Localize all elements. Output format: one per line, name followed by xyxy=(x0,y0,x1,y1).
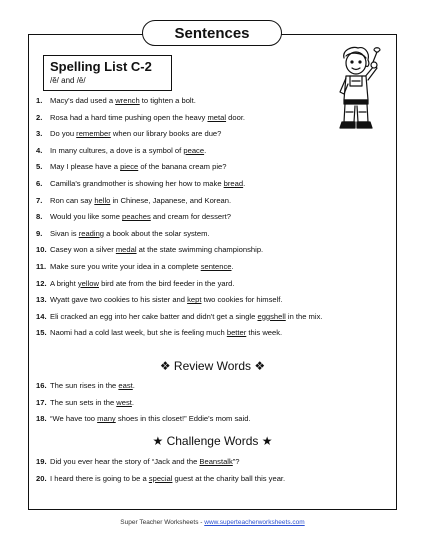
sentence-text xyxy=(50,295,283,312)
sentence-number: 9. xyxy=(36,228,43,238)
sentence-text xyxy=(50,279,234,296)
sentence-number: 8. xyxy=(36,212,43,222)
sentence-number: 11. xyxy=(36,261,47,271)
spelling-word: many xyxy=(97,414,116,424)
spelling-word: wrench xyxy=(115,96,140,105)
spelling-word: eggshell xyxy=(257,311,286,321)
spelling-word: hello xyxy=(94,195,111,205)
sentence-number: 7. xyxy=(36,195,43,205)
spelling-word: reading xyxy=(78,228,105,238)
sentence-text-start: May I please have a xyxy=(50,162,121,172)
footer-link[interactable]: www.superteacherworksheets.com xyxy=(204,519,305,526)
sentence-text-end: bird ate from the bird feeder in the yard. xyxy=(98,278,235,288)
sentence-text-end: to tighten a bolt. xyxy=(139,96,196,105)
sentence-item xyxy=(36,245,390,262)
sentence-text-start: Wyatt gave two cookies to his sister and xyxy=(50,295,188,305)
sentence-text-end: . xyxy=(243,178,246,188)
sentence-list xyxy=(36,96,390,345)
spelling-list-box xyxy=(43,55,172,91)
sentence-text-end: guest at the charity ball this year. xyxy=(172,473,286,483)
sentence-text-start: Rosa had a hard time pushing open the heavy xyxy=(50,112,208,122)
spelling-word: medal xyxy=(115,245,137,255)
sentence-text xyxy=(50,457,240,474)
challenge-words-heading: ★ Challenge Words ★ xyxy=(152,434,273,448)
sentence-text-end: this week. xyxy=(246,328,283,338)
sentence-text-start: The sun rises in the xyxy=(50,381,119,390)
sentence-text-start: Sivan is xyxy=(50,228,79,238)
spelling-word: piece xyxy=(120,162,139,172)
sentence-text xyxy=(50,146,206,163)
sentence-number: 18. xyxy=(36,414,47,424)
sentence-number: 6. xyxy=(36,178,43,188)
sentence-item xyxy=(36,162,390,179)
spelling-word: better xyxy=(226,328,247,338)
page-title: Sentences xyxy=(142,20,282,46)
sentence-text-start: Ron can say xyxy=(50,195,95,205)
footer xyxy=(0,519,425,526)
sentence-item xyxy=(36,179,390,196)
sentence-text-start: Eli cracked an egg into her cake batter and didn't get a single xyxy=(50,311,258,321)
sentence-number: 17. xyxy=(36,397,47,407)
sentence-text-start: Naomi had a cold last week, but she is feeling much xyxy=(50,328,227,338)
sentence-text-end: ”? xyxy=(232,457,240,466)
sentence-item xyxy=(36,381,390,398)
spelling-list-subtitle: /ĕ/ and /ē/ xyxy=(50,76,86,85)
sentence-text xyxy=(50,398,134,415)
sentence-text-end: when our library books are due? xyxy=(110,129,222,139)
sentence-number: 10. xyxy=(36,245,47,255)
sentence-number: 14. xyxy=(36,311,47,321)
sentence-text-end: shoes in this closet!” Eddie's mom said. xyxy=(115,414,251,424)
sentence-text-start: A bright xyxy=(50,278,78,288)
sentence-text xyxy=(50,129,221,146)
sentence-item xyxy=(36,312,390,329)
spelling-word: kept xyxy=(187,295,202,305)
sentence-text xyxy=(50,312,322,329)
sentence-item xyxy=(36,212,390,229)
sentence-text xyxy=(50,262,234,279)
sentence-item xyxy=(36,146,390,163)
sentence-text-start: Would you like some xyxy=(50,212,123,222)
sentence-text-end: in Chinese, Japanese, and Korean. xyxy=(110,195,232,205)
sentence-number: 16. xyxy=(36,381,47,390)
sentence-item xyxy=(36,414,390,431)
sentence-text xyxy=(50,96,196,113)
sentence-text xyxy=(50,381,135,398)
sentence-number: 13. xyxy=(36,295,47,305)
sentence-item xyxy=(36,295,390,312)
sentence-number: 3. xyxy=(36,129,43,139)
sentence-number: 15. xyxy=(36,328,47,338)
sentence-item xyxy=(36,474,390,491)
sentence-item xyxy=(36,229,390,246)
sentence-number: 20. xyxy=(36,473,47,483)
sentence-text-start: Make sure you write your idea in a complete xyxy=(50,261,201,271)
sentence-item xyxy=(36,196,390,213)
sentence-text-start: Casey won a silver xyxy=(50,245,116,255)
sentence-text-start: Macy's dad used a xyxy=(50,96,116,105)
spelling-word: peace xyxy=(183,145,205,155)
sentence-text-end: two cookies for himself. xyxy=(201,295,283,305)
challenge-sentence-list xyxy=(36,457,390,490)
sentence-text xyxy=(50,328,282,345)
spelling-word: special xyxy=(148,473,173,483)
sentence-text-end: door. xyxy=(226,112,246,122)
sentence-text-start: Do you xyxy=(50,129,77,139)
footer-text: Super Teacher Worksheets - xyxy=(120,519,205,526)
sentence-text xyxy=(50,414,251,431)
sentence-item xyxy=(36,262,390,279)
sentence-item xyxy=(36,328,390,345)
sentence-text-end: . xyxy=(131,397,135,407)
sentence-text-start: The sun sets in the xyxy=(50,397,117,407)
sentence-item xyxy=(36,113,390,130)
sentence-text-end: . xyxy=(204,145,207,155)
sentence-text-start: Camilla's grandmother is showing her how to make xyxy=(50,178,224,188)
sentence-item xyxy=(36,398,390,415)
sentence-text-end: a book about the solar system. xyxy=(104,228,210,238)
sentence-text xyxy=(50,474,285,491)
sentence-number: 2. xyxy=(36,112,43,122)
sentence-text-end: . xyxy=(132,381,135,390)
sentence-number: 1. xyxy=(36,96,43,105)
sentence-item xyxy=(36,129,390,146)
spelling-word: west xyxy=(116,397,132,407)
sentence-text xyxy=(50,245,263,262)
spelling-word: bread xyxy=(223,178,244,188)
spelling-word: remember xyxy=(76,129,111,139)
sentence-text xyxy=(50,113,245,130)
spelling-word: peaches xyxy=(122,212,151,222)
spelling-word: yellow xyxy=(77,278,99,288)
sentence-text-start: I heard there is going to be a xyxy=(50,473,149,483)
spelling-word: metal xyxy=(207,112,227,122)
sentence-text xyxy=(50,162,226,179)
sentence-item xyxy=(36,279,390,296)
review-words-heading: ❖ Review Words ❖ xyxy=(159,359,266,373)
sentence-text xyxy=(50,196,231,213)
sentence-number: 19. xyxy=(36,457,47,466)
sentence-text-start: In many cultures, a dove is a symbol of xyxy=(50,145,184,155)
sentence-text xyxy=(50,179,245,196)
sentence-text xyxy=(50,212,231,229)
sentence-number: 12. xyxy=(36,278,47,288)
sentence-text-end: and cream for dessert? xyxy=(150,212,231,222)
spelling-word: Beanstalk xyxy=(199,457,233,466)
sentence-number: 5. xyxy=(36,162,43,172)
review-sentence-list xyxy=(36,381,390,431)
spelling-word: east xyxy=(118,381,133,390)
sentence-item xyxy=(36,457,390,474)
spelling-list-title: Spelling List C-2 xyxy=(50,59,152,74)
sentence-text-start: “We have too xyxy=(50,414,98,424)
sentence-text-end: of the banana cream pie? xyxy=(138,162,227,172)
spelling-word: sentence xyxy=(200,261,232,271)
sentence-text-end: in the mix. xyxy=(285,311,323,321)
sentence-item xyxy=(36,96,390,113)
sentence-number: 4. xyxy=(36,145,43,155)
sentence-text xyxy=(50,229,210,246)
sentence-text-start: Did you ever hear the story of “Jack and the xyxy=(50,457,200,466)
sentence-text-end: . xyxy=(231,261,234,271)
sentence-text-end: at the state swimming championship. xyxy=(136,245,264,255)
